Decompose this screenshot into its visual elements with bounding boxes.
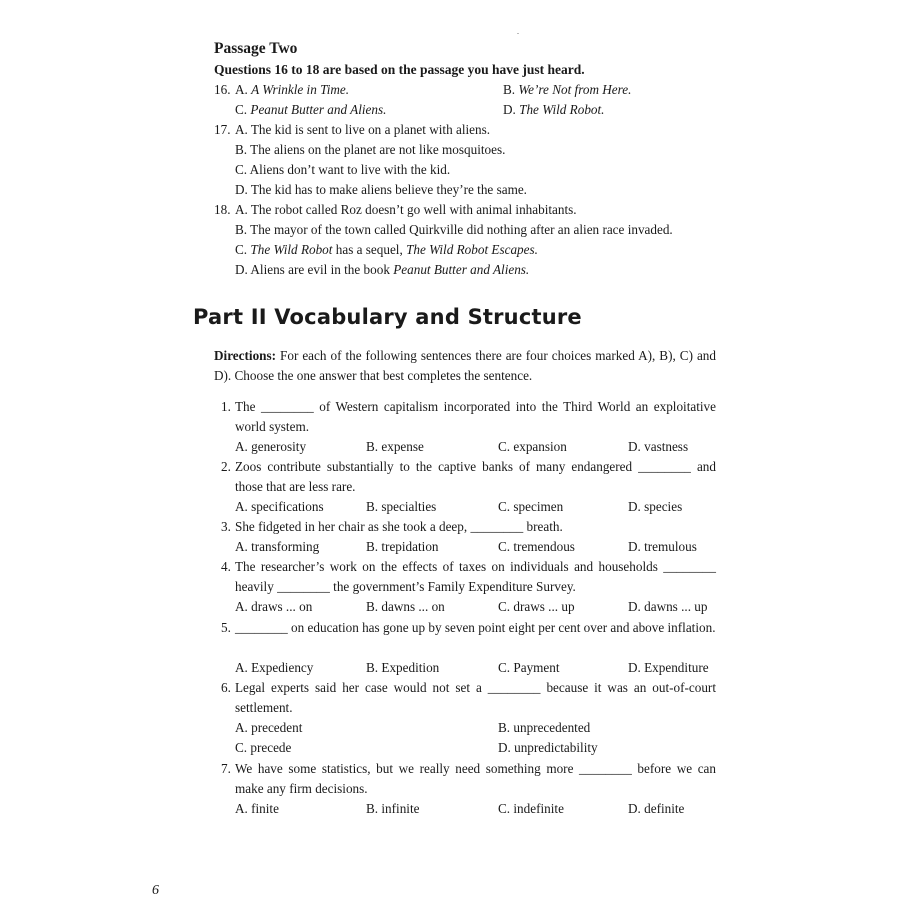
vocab-question-text: The researcher’s work on the effects of taxes on individuals and households ________ heavily ________ the government’s Family Expenditure Survey. <box>235 559 716 594</box>
vocab-option: B. Expedition <box>366 660 440 675</box>
vocab-question-number: 1. <box>221 399 231 414</box>
vocab-option: A. generosity <box>235 439 307 454</box>
question-16-option-d: D. The Wild Robot. <box>503 102 605 117</box>
question-16-option-c: C. Peanut Butter and Aliens. <box>235 102 387 117</box>
vocab-question-text: Legal experts said her case would not set a ________ because it was an out-of-court settlement. <box>235 680 716 715</box>
question-17-option-c: C. Aliens don’t want to live with the kid. <box>235 162 451 177</box>
vocab-option: C. draws ... up <box>498 599 575 614</box>
vocab-option: D. dawns ... up <box>628 599 708 614</box>
vocab-option: D. Expenditure <box>628 660 709 675</box>
scan-speck <box>517 33 519 34</box>
vocab-question-text: She fidgeted in her chair as she took a deep, ________ breath. <box>235 519 563 534</box>
question-16-option-b: B. We’re Not from Here. <box>503 82 632 97</box>
question-18-option-c: C. The Wild Robot has a sequel, The Wild Robot Escapes. <box>235 242 538 257</box>
question-17-option-b: B. The aliens on the planet are not like mosquitoes. <box>235 142 506 157</box>
vocab-question-number: 7. <box>221 761 231 776</box>
question-18-number: 18. <box>214 202 231 217</box>
question-17-number: 17. <box>214 122 231 137</box>
vocab-question-text: Zoos contribute substantially to the captive banks of many endangered ________ and those that are less rare. <box>235 459 716 494</box>
vocab-option: B. unprecedented <box>498 720 591 735</box>
vocab-question-text: ________ on education has gone up by seven point eight per cent over and above inflation. <box>235 620 716 635</box>
vocab-option: A. finite <box>235 801 279 816</box>
vocab-option: A. draws ... on <box>235 599 313 614</box>
vocab-option: B. dawns ... on <box>366 599 445 614</box>
vocab-question-text: We have some statistics, but we really need something more ________ before we can make any firm decisions. <box>235 761 716 796</box>
vocab-question-number: 3. <box>221 519 231 534</box>
question-18-option-b: B. The mayor of the town called Quirkville did nothing after an alien race invaded. <box>235 222 673 237</box>
question-17-option-d: D. The kid has to make aliens believe they’re the same. <box>235 182 527 197</box>
directions-text: For each of the following sentences there are four choices marked A), B), C) and D). Choose the one answer that best completes the sentence. <box>214 348 716 383</box>
part-title: Part II Vocabulary and Structure <box>193 305 582 329</box>
vocab-option: D. unpredictability <box>498 740 598 755</box>
vocab-option: C. precede <box>235 740 292 755</box>
vocab-option: D. vastness <box>628 439 689 454</box>
question-17-option-a: A. The kid is sent to live on a planet with aliens. <box>235 122 491 137</box>
vocab-option: C. expansion <box>498 439 567 454</box>
vocab-option: B. specialties <box>366 499 437 514</box>
vocab-option: D. definite <box>628 801 685 816</box>
vocab-option: A. specifications <box>235 499 324 514</box>
vocab-option: C. tremendous <box>498 539 575 554</box>
vocab-option: B. infinite <box>366 801 420 816</box>
vocab-question-number: 4. <box>221 559 231 574</box>
vocab-option: A. Expediency <box>235 660 314 675</box>
vocab-question-number: 6. <box>221 680 231 695</box>
vocab-option: B. trepidation <box>366 539 439 554</box>
vocab-question-number: 2. <box>221 459 231 474</box>
vocab-option: C. indefinite <box>498 801 564 816</box>
passage-subheading: Questions 16 to 18 are based on the passage you have just heard. <box>214 62 585 77</box>
vocab-option: D. species <box>628 499 683 514</box>
vocab-question-number: 5. <box>221 620 231 635</box>
vocab-option: A. precedent <box>235 720 303 735</box>
vocab-option: B. expense <box>366 439 424 454</box>
directions <box>214 346 716 386</box>
page-number: 6 <box>152 883 159 898</box>
vocab-option: C. Payment <box>498 660 560 675</box>
vocab-option: A. transforming <box>235 539 320 554</box>
directions-label: Directions: <box>214 348 277 363</box>
vocab-option: C. specimen <box>498 499 564 514</box>
question-16-option-a: A. A Wrinkle in Time. <box>235 82 350 97</box>
passage-heading: Passage Two <box>214 40 298 57</box>
question-18-option-a: A. The robot called Roz doesn’t go well with animal inhabitants. <box>235 202 577 217</box>
vocab-question-text: The ________ of Western capitalism incorporated into the Third World an exploitative world system. <box>235 399 716 434</box>
question-18-option-d: D. Aliens are evil in the book Peanut Butter and Aliens. <box>235 262 530 277</box>
question-16-number: 16. <box>214 82 231 97</box>
vocab-option: D. tremulous <box>628 539 697 554</box>
